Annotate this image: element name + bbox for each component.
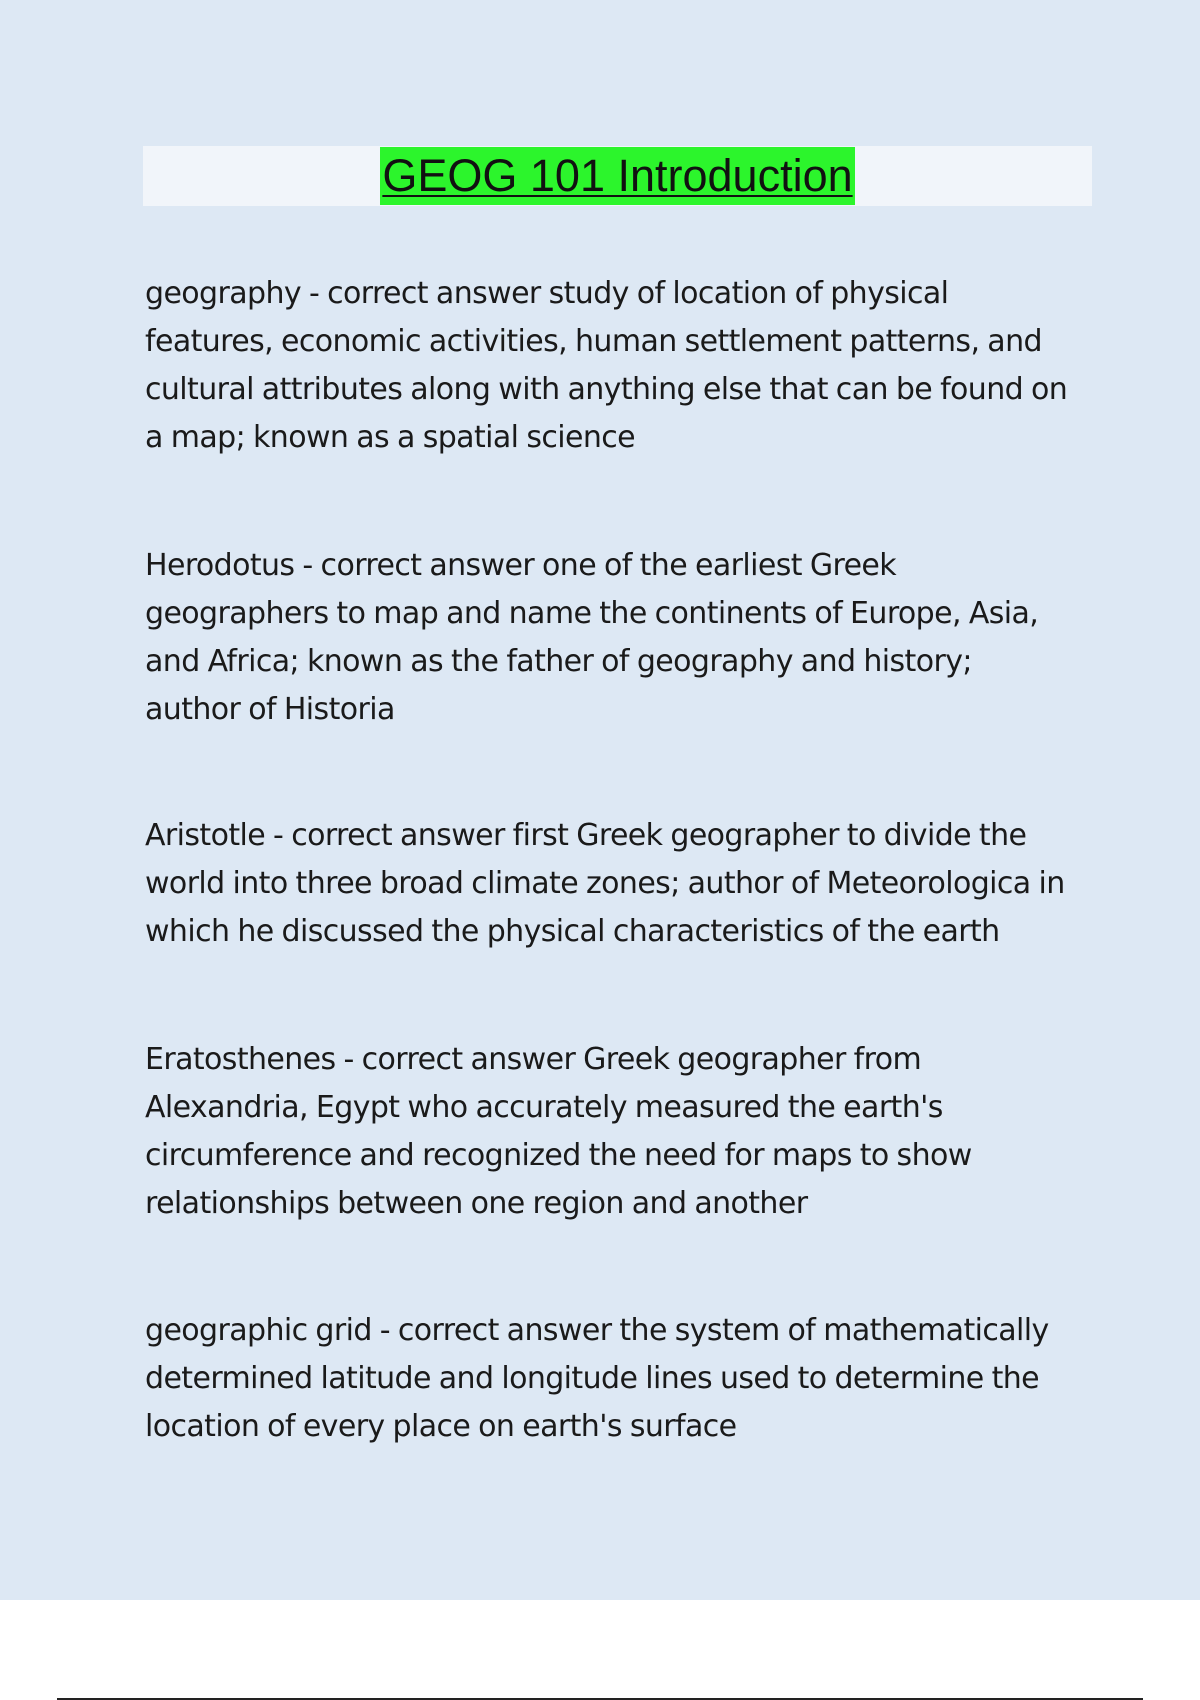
term-entry-geography <box>145 270 1075 462</box>
term-separator: - correct answer <box>301 276 549 311</box>
page-title: GEOG 101 Introduction <box>380 147 854 205</box>
term-entry-eratosthenes <box>145 1036 1075 1228</box>
term-name: Eratosthenes <box>145 1042 336 1077</box>
term-name: Herodotus <box>145 548 295 583</box>
term-separator: - correct answer <box>294 548 543 583</box>
term-separator: - correct answer <box>265 818 513 853</box>
term-entry-aristotle <box>145 812 1075 956</box>
title-bar <box>143 146 1092 206</box>
term-entry-herodotus <box>145 542 1075 734</box>
term-name: geographic grid <box>145 1313 372 1348</box>
term-separator: - correct answer <box>335 1042 584 1077</box>
term-separator: - correct answer <box>371 1313 620 1348</box>
term-definition: study of location of physical features, economic activities, human settlement patterns, and cultural attributes along with anything else that can be found on a map; known as a spatial science <box>145 276 1068 455</box>
term-entry-geographic-grid <box>145 1307 1075 1451</box>
term-definition: the system of mathematically determined latitude and longitude lines used to determine the location of every place on earth's surface <box>145 1313 1049 1444</box>
term-definition: first Greek geographer to divide the world into three broad climate zones; author of Meteorologica in which he discussed the physical characteristics of the earth <box>145 818 1065 949</box>
term-definition: one of the earliest Greek geographers to map and name the continents of Europe, Asia, and Africa; known as the father of geography and history; author of Historia <box>145 548 1039 727</box>
term-name: geography <box>145 276 302 311</box>
term-name: Aristotle <box>145 818 266 853</box>
term-definition: Greek geographer from Alexandria, Egypt who accurately measured the earth's circumference and recognized the need for maps to show relationships between one region and another <box>145 1042 972 1221</box>
